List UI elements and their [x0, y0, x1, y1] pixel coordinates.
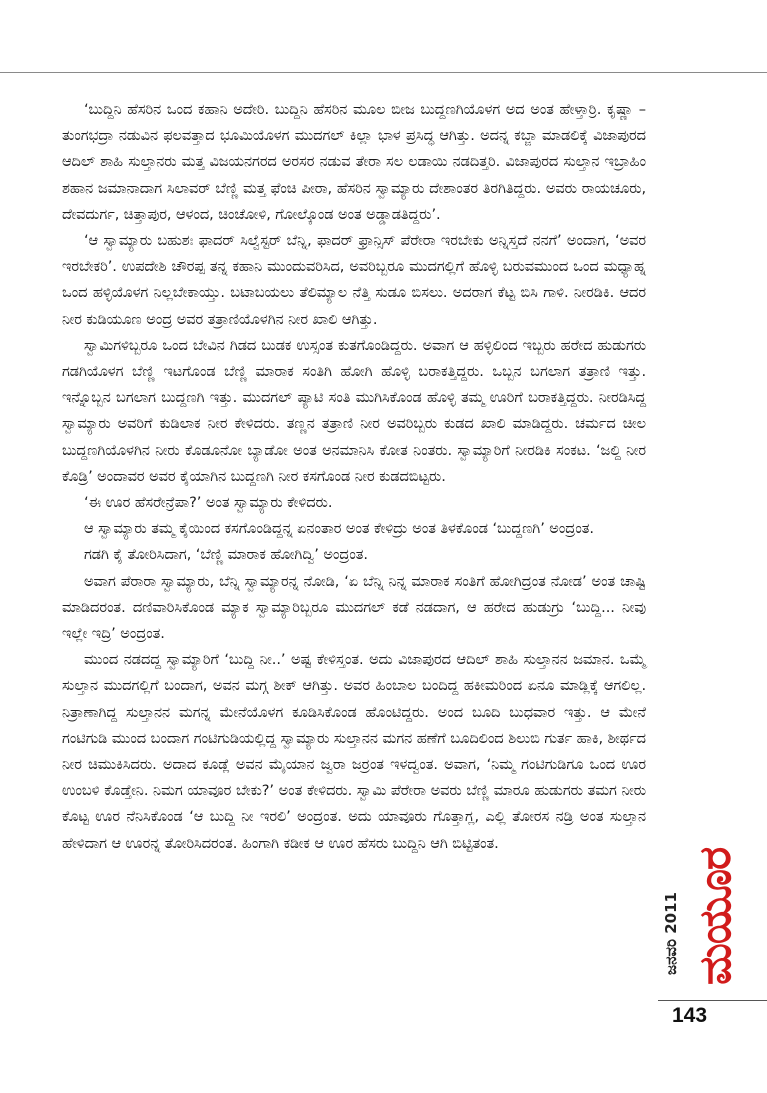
magazine-masthead: ಮಯೂರ	[690, 847, 741, 985]
article-body	[62, 97, 646, 857]
top-rule	[0, 72, 767, 73]
paragraph: ಸ್ವಾಮಿಗಳಿಬ್ಬರೂ ಒಂದ ಬೇವಿನ ಗಿಡದ ಬುಡಕ ಉಸ್ಸಂತ ಕುತಗೊಂಡಿದ್ದರು. ಅವಾಗ ಆ ಹಳ್ಳಿಲಿಂದ ಇಬ್ಬರು ಹರೇದ ಹುಡುಗರು ಗಡಗಿಯೊಳಗ ಬೆಣ್ಣಿ ಇಟಗೊಂಡ ಬೆಣ್ಣಿ ಮಾರಾಕ ಸಂತಿಗಿ ಹೋಗಿ ಹೊಳ್ಳಿ ಬರಾಕತ್ತಿದ್ದರು. ಒಬ್ಬನ ಬಗಲಾಗ ತತ್ರಾಣಿ ಇತ್ತು. ಇನ್ನೊಬ್ಬನ ಬಗಲಾಗ ಬುದ್ದಣಗಿ ಇತ್ತು. ಮುದಗಲ್ ಪ್ಯಾಟಿ ಸಂತಿ ಮುಗಿಸಿಕೊಂಡ ಹೊಳ್ಳಿ ತಮ್ಮ ಊರಿಗೆ ಬರಾಕತ್ತಿದ್ದರು. ನೀರಡಿಸಿದ್ದ ಸ್ವಾಮ್ಯಾರು ಅವರಿಗೆ ಕುಡಿಲಾಕ ನೀರ ಕೇಳಿದರು. ತಣ್ಣನ ತತ್ರಾಣಿ ನೀರ ಅವರಿಬ್ಬರು ಕುಡದ ಖಾಲಿ ಮಾಡಿದ್ದರು. ಚರ್ಮದ ಚೀಲ ಬುದ್ದಣಗಿಯೊಳಗಿನ ನೀರು ಕೊಡೂನೋ ಬ್ಯಾಡೋ ಅಂತ ಅನಮಾನಿಸಿ ಕೋತ ನಿಂತರು. ಸ್ವಾಮ್ಯಾರಿಗೆ ನೀರಡಿಕಿ ಸಂಕಟ. ‘ಜಲ್ದಿ ನೀರ ಕೊಡ್ರಿ’ ಅಂದಾವರ ಅವರ ಕೈಯಾಗಿನ ಬುದ್ದಣಗಿ ನೀರ ಕಸಗೊಂಡ ನೀರ ಕುಡದಬಿಟ್ಟರು.	[62, 336, 646, 485]
page-number: 143	[672, 1004, 708, 1027]
issue-date: ಜನವರಿ 2011	[662, 892, 680, 975]
paragraph: ಮುಂದ ನಡದದ್ದ ಸ್ವಾಮ್ಯಾರಿಗೆ ‘ಬುದ್ದಿ ನೀ..’ ಅಷ್ಟ ಕೇಳಿಸ್ತಂತ. ಅದು ವಿಜಾಪುರದ ಆದಿಲ್ ಶಾಹಿ ಸುಲ್ತಾನನ ಜಮಾನ. ಒಮ್ಮೆ ಸುಲ್ತಾನ ಮುದಗಲ್ಲಿಗೆ ಬಂದಾಗ, ಅವನ ಮಗ್ಗ ಶೀಕ್ ಆಗಿತ್ತು. ಅವರ ಹಿಂಬಾಲ ಬಂದಿದ್ದ ಹಕೀಮರಿಂದ ಏನೂ ಮಾಡ್ಲಿಕ್ಕೆ ಆಗಲಿಲ್ಲ. ನಿತ್ರಾಣಾಗಿದ್ದ ಸುಲ್ತಾನನ ಮಗನ್ನ ಮೇನೆಯೊಳಗ ಕೂಡಿಸಿಕೊಂಡ ಹೊಂಟಿದ್ದರು. ಅಂದ ಬೂದಿ ಬುಧವಾರ ಇತ್ತು. ಆ ಮೇನೆ ಗಂಟಿಗುಡಿ ಮುಂದ ಬಂದಾಗ ಗಂಟಿಗುಡಿಯಲ್ಲಿದ್ದ ಸ್ವಾಮ್ಯಾರು ಸುಲ್ತಾನನ ಮಗನ ಹಣೆಗೆ ಬೂದಿಲಿಂದ ಶಿಲುಬಿ ಗುರ್ತ ಹಾಕಿ, ಶೀರ್ಥದ ನೀರ ಚಿಮುಕಿಸಿದರು. ಅದಾದ ಕೂಡ್ಲೆ ಅವನ ಮೈಯಾನ ಜ್ವರಾ ಜರ್ರಂತ ಇಳದ್ವಂತ. ಅವಾಗ, ‘ನಿಮ್ಮ ಗಂಟಿಗುಡಿಗೂ ಒಂದ ಊರ ಉಂಬಳಿ ಕೊಡ್ತೇನಿ. ನಿಮಗ ಯಾವೂರ ಬೇಕು?’ ಅಂತ ಕೇಳಿದರು. ಸ್ವಾಮಿ ಪೆರೇರಾ ಅವರು ಬೆಣ್ಣಿ ಮಾರೂ ಹುಡುಗರು ತಮಗ ನೀರು ಕೊಟ್ಟ ಊರ ನೆನಿಸಿಕೊಂಡ ‘ಆ ಬುದ್ದಿ ನೀ ಇರಲಿ’ ಅಂದ್ರಂತ. ಅದು ಯಾವೂರು ಗೊತ್ತಾಗ್ಲ, ಎಲ್ಲಿ ತೋರಸ ನಡ್ರಿ ಅಂತ ಸುಲ್ತಾನ ಹೇಳಿದಾಗ ಆ ಊರನ್ನ ತೋರಿಸಿದರಂತ. ಹಿಂಗಾಗಿ ಕಡೀಕ ಆ ಊರ ಹೆಸರು ಬುದ್ದಿನಿ ಆಗಿ ಬಿಟ್ಟಿತಂತ.	[62, 651, 646, 852]
paragraph: ಗಡಗಿ ಕೈ ತೋರಿಸಿದಾಗ, ‘ಬೆಣ್ಣಿ ಮಾರಾಕ ಹೋಗಿದ್ವಿ’ ಅಂದ್ರಂತ.	[84, 546, 368, 564]
paragraph: ಆ ಸ್ವಾಮ್ಯಾರು ತಮ್ಮ ಕೈಯಿಂದ ಕಸಗೊಂಡಿದ್ದನ್ನ ಏನಂತಾರ ಅಂತ ಕೇಳಿದ್ರು ಅಂತ ತಿಳಕೊಂಡ ‘ಬುದ್ದಣಗಿ’ ಅಂದ್ರಂತ.	[84, 520, 594, 538]
paragraph: ‘ಈ ಊರ ಹೆಸರೇನ್ರೆಪಾ?’ ಅಂತ ಸ್ವಾಮ್ಯಾರು ಕೇಳಿದರು.	[84, 494, 333, 512]
footer-rule	[658, 1000, 767, 1001]
paragraph: ‘ಆ ಸ್ವಾಮ್ಯಾರು ಬಹುಶಃ ಫಾದರ್ ಸಿಲ್ವೆಸ್ಟರ್ ಬೆನ್ನಿ, ಫಾದರ್ ಫ್ರಾನ್ಸಿಸ್ ಪೆರೇರಾ ಇರಬೇಕು ಅನ್ನಿಸ್ತದೆ ನನಗೆ’ ಅಂದಾಗ, ‘ಅವರ ಇರಬೇಕರಿ’. ಉಪದೇಶಿ ಚೌರಪ್ಪ ತನ್ನ ಕಹಾನಿ ಮುಂದುವರಿಸಿದ, ಅವರಿಬ್ಬರೂ ಮುದಗಲ್ಲಿಗೆ ಹೊಳ್ಳಿ ಬರುವಮುಂದ ಒಂದ ಮಧ್ಯಾಹ್ನ ಒಂದ ಹಳ್ಳಿಯೊಳಗ ನಿಲ್ಲಬೇಕಾಯ್ತು. ಬಟಾಬಯಲು ತೆಲಿಮ್ಯಾಲ ನೆತ್ತಿ ಸುಡೂ ಬಿಸಲು. ಅದರಾಗ ಕೆಟ್ಟ ಬಿಸಿ ಗಾಳಿ. ನೀರಡಿಕಿ. ಆದರ ನೀರ ಕುಡಿಯೂಣ ಅಂದ್ರ ಅವರ ತತ್ರಾಣಿಯೊಳಗಿನ ನೀರ ಖಾಲಿ ಆಗಿತ್ತು.	[62, 232, 646, 328]
paragraph: ‘ಬುದ್ದಿನಿ ಹೆಸರಿನ ಒಂದ ಕಹಾನಿ ಅದೇರಿ. ಬುದ್ದಿನಿ ಹೆಸರಿನ ಮೂಲ ಬೀಜ ಬುದ್ದಣಗಿಯೊಳಗ ಅದ ಅಂತ ಹೇಳ್ತಾರ್ರಿ. ಕೃಷ್ಣಾ – ತುಂಗಭದ್ರಾ ನಡುವಿನ ಫಲವತ್ತಾದ ಭೂಮಿಯೊಳಗ ಮುದಗಲ್ ಕಿಲ್ಲಾ ಭಾಳ ಪ್ರಸಿದ್ಧ ಆಗಿತ್ತು. ಅದನ್ನ ಕಬ್ಜಾ ಮಾಡಲಿಕ್ಕೆ ವಿಜಾಪುರದ ಆದಿಲ್ ಶಾಹಿ ಸುಲ್ತಾನರು ಮತ್ತ ವಿಜಯನಗರದ ಅರಸರ ನಡುವ ತೇರಾ ಸಲ ಲಡಾಯಿ ನಡದಿತ್ತರಿ. ವಿಜಾಪುರದ ಸುಲ್ತಾನ ಇಬ್ರಾಹಿಂ ಶಹಾನ ಜಮಾನಾದಾಗ ಸಿಲಾವರ್ ಬೆಣ್ಣಿ ಮತ್ತ ಫೆಂಚಿ ಪೀರಾ, ಹೆಸರಿನ ಸ್ವಾಮ್ಯಾರು ದೇಶಾಂತರ ತಿರಗಿತಿದ್ದರು. ಅವರು ರಾಯಚೂರು, ದೇವದುರ್ಗ, ಚಿತ್ತಾಪುರ, ಆಳಂದ, ಚಿಂಚೋಳಿ, ಗೋಲ್ಕೊಂಡ ಅಂತ ಅಡ್ಡಾಡತಿದ್ದರು’.	[62, 101, 646, 223]
paragraph: ಅವಾಗ ಪೆರಾರಾ ಸ್ವಾಮ್ಯಾರು, ಬೆನ್ನಿ ಸ್ವಾಮ್ಯಾರನ್ನ ನೋಡಿ, ‘ಏ ಬೆನ್ನಿ ನಿನ್ನ ಮಾರಾಕ ಸಂತಿಗೆ ಹೋಗಿದ್ರಂತ ನೋಡ’ ಅಂತ ಚಾಷ್ಟಿ ಮಾಡಿದರಂತ. ದಣಿವಾರಿಸಿಕೊಂಡ ಮ್ಯಾಕ ಸ್ವಾಮ್ಯಾರಿಬ್ಬರೂ ಮುದಗಲ್ ಕಡೆ ನಡದಾಗ, ಆ ಹರೇದ ಹುಡುಗ್ರು ‘ಬುದ್ದಿ... ನೀವು ಇಲ್ಲೇ ಇದ್ರಿ’ ಅಂದ್ರಂತ.	[62, 572, 646, 643]
